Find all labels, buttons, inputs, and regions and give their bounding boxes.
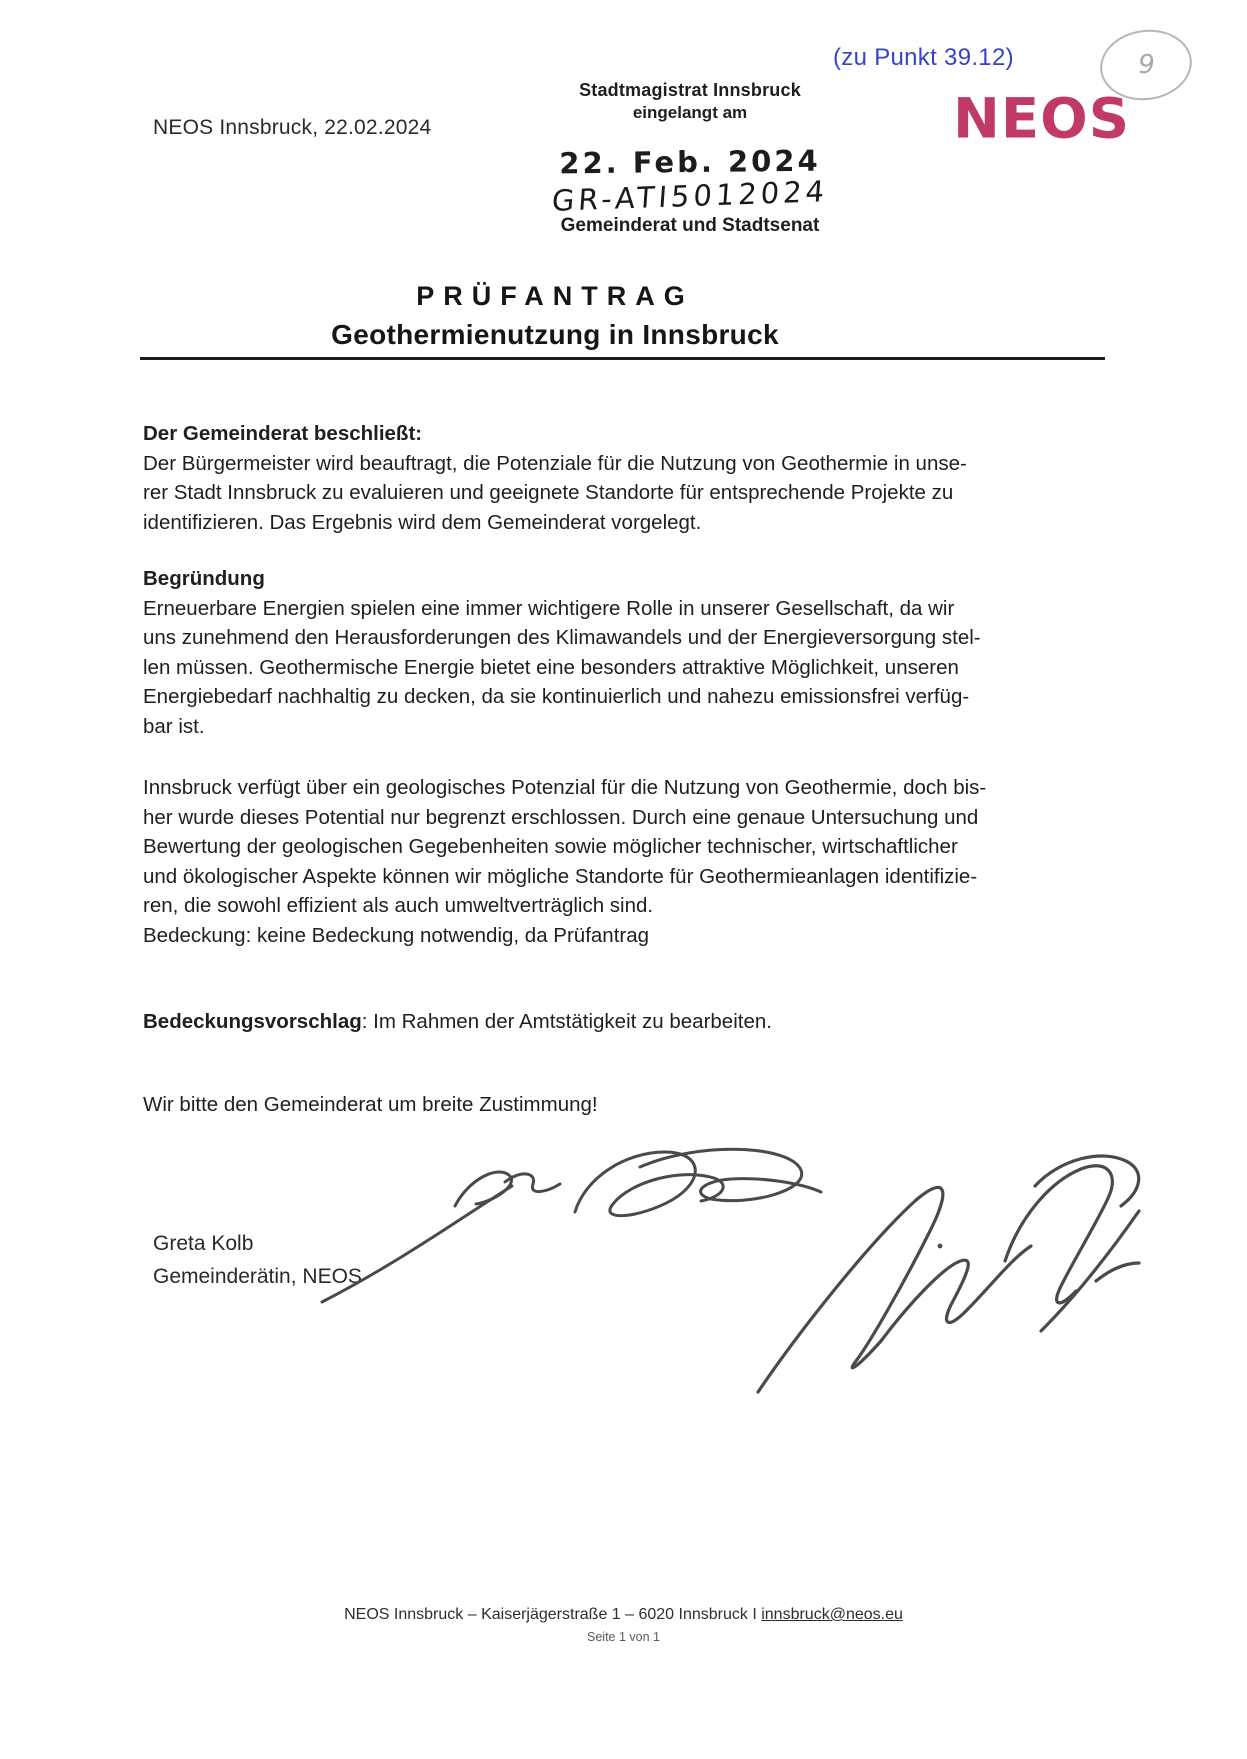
text-line: Innsbruck verfügt über ein geologisches Potenzial für die Nutzung von Geothermie, doch bis- [143, 776, 987, 799]
signatory-name: Greta Kolb [153, 1232, 254, 1255]
signature-greta-kolb [322, 1149, 821, 1302]
text-line: und ökologischer Aspekte können wir mögliche Standorte für Geothermieanlagen identifizie- [143, 864, 978, 888]
footer-address-line [0, 1606, 1247, 1624]
stamp-authority: Stadtmagistrat Innsbruck [579, 80, 801, 100]
coverage-label: Bedeckungsvorschlag [143, 1010, 362, 1033]
text-line: rer Stadt Innsbruck zu evaluieren und geeignete Standorte für entsprechende Projekte zu [143, 481, 954, 504]
text-line: Bedeckung: keine Bedeckung notwendig, da Prüfantrag [143, 923, 650, 947]
geology-paragraph [143, 773, 1023, 950]
signatory-block [153, 1227, 362, 1293]
footer-address: NEOS Innsbruck – Kaiserjägerstraße 1 – 6020 Innsbruck I [344, 1606, 762, 1623]
stamp-reference-handwritten: GR-ATI5012024 [550, 174, 830, 218]
text-line: uns zunehmend den Herausforderungen des Klimawandels und der Energieversorgung stel- [143, 626, 981, 649]
handwritten-page-number: 9 [1135, 50, 1157, 81]
text-line: bar ist. [143, 714, 205, 738]
resolution-paragraph [143, 449, 1023, 538]
text-line: Bewertung der geologischen Gegebenheiten sowie möglicher technischer, wirtschaftlicher [143, 835, 958, 858]
signatory-role: Gemeinderätin, NEOS [153, 1265, 362, 1288]
document-body [143, 419, 1023, 1119]
text-line: Erneuerbare Energien spielen eine immer wichtigere Rolle in unserer Gesellschaft, da wir [143, 596, 955, 620]
title-divider [140, 357, 1105, 360]
text-line: Der Bürgermeister wird beauftragt, die Potenziale für die Nutzung von Geothermie in unse- [143, 451, 967, 475]
signature-second [758, 1156, 1139, 1392]
stamp-date: 22. Feb. 2024 [559, 143, 821, 181]
justification-paragraph [143, 594, 1023, 742]
text-line: her wurde dieses Potential nur begrenzt erschlossen. Durch eine genaue Untersuchung und [143, 805, 979, 829]
agenda-point-annotation: (zu Punkt 39.12) [833, 44, 1014, 71]
neos-logo: NEOS [953, 87, 1131, 152]
document-subtitle: Geothermienutzung in Innsbruck [331, 319, 779, 350]
footer [0, 1606, 1247, 1644]
text-line: len müssen. Geothermische Energie bietet eine besonders attraktive Möglichkeit, unseren [143, 655, 959, 679]
text-line: Energiebedarf nachhaltig zu decken, da sie kontinuierlich und nahezu emissionsfrei verfüg- [143, 685, 970, 708]
coverage-text: : Im Rahmen der Amtstätigkeit zu bearbeiten. [361, 1010, 772, 1033]
footer-page-info: Seite 1 von 1 [587, 1630, 660, 1644]
justification-heading: Begründung [143, 567, 265, 590]
stamp-received-label: eingelangt am [632, 103, 748, 122]
receipt-stamp [540, 80, 840, 237]
closing-appeal: Wir bitte den Gemeinderat um breite Zustimmung! [143, 1092, 598, 1116]
text-line: ren, die sowohl effizient als auch umweltverträglich sind. [143, 894, 654, 917]
title-block [140, 281, 970, 351]
document-title: PRÜFANTRAG [416, 281, 694, 311]
text-line: identifizieren. Das Ergebnis wird dem Gemeinderat vorgelegt. [143, 510, 702, 534]
coverage-proposal [143, 1007, 1023, 1037]
sender-date: NEOS Innsbruck, 22.02.2024 [153, 116, 432, 139]
resolution-heading: Der Gemeinderat beschließt: [143, 422, 423, 445]
footer-email-link[interactable]: innsbruck@neos.eu [761, 1606, 903, 1623]
stamp-department: Gemeinderat und Stadtsenat [560, 215, 820, 236]
